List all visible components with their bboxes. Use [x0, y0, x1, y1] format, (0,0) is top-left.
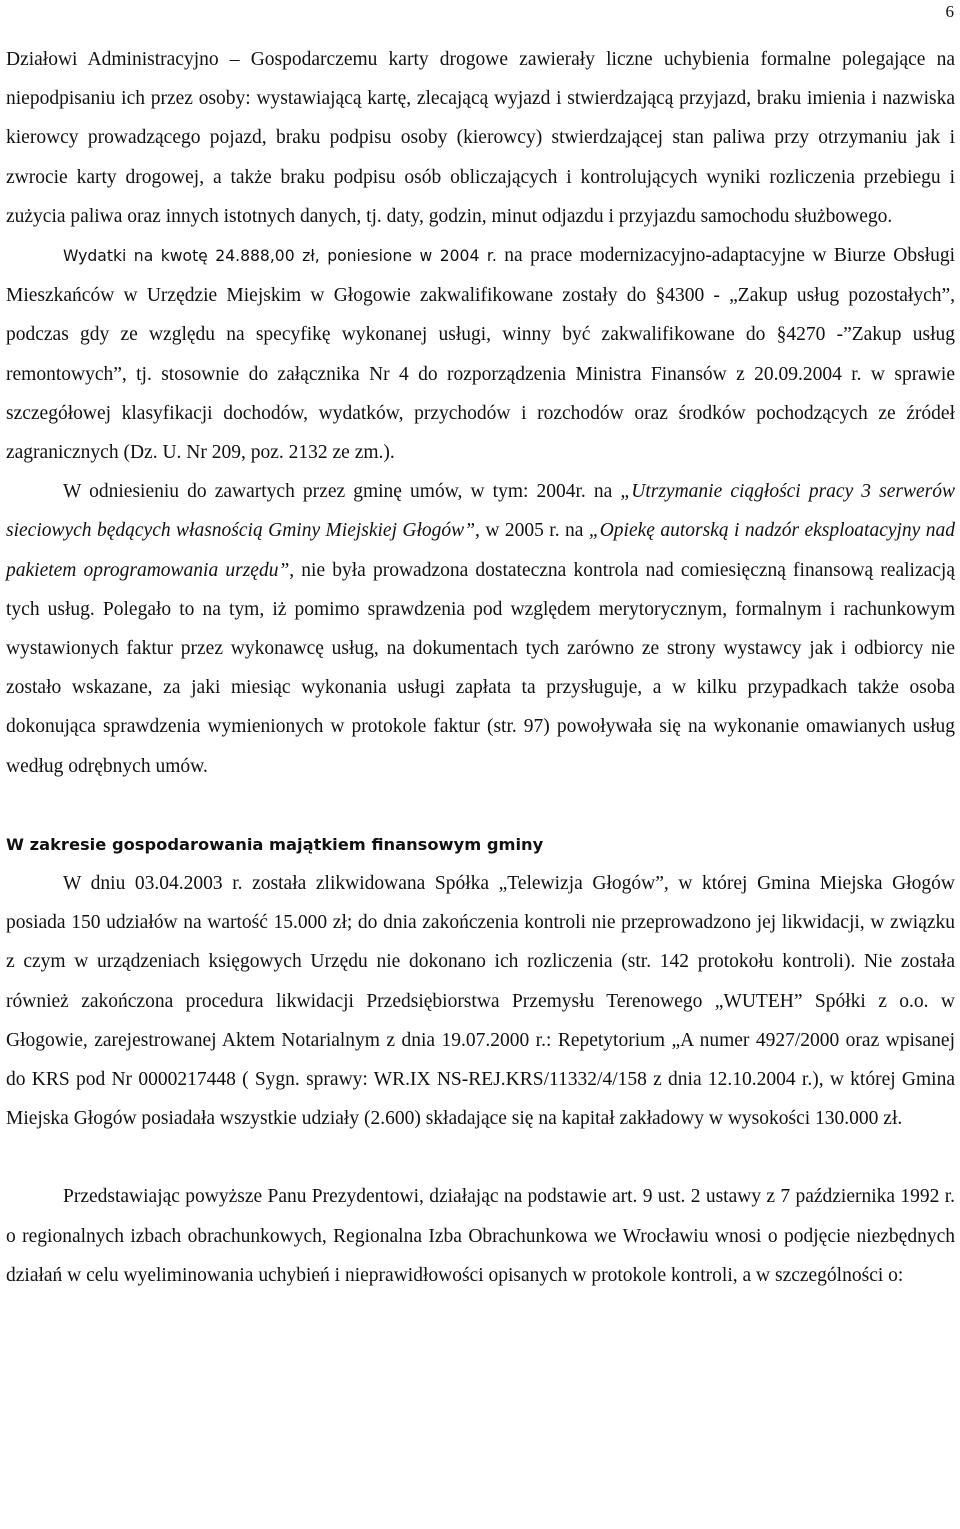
contracts-findings-text: , nie była prowadzona dostateczna kontrola nad comiesięczną finansową realizacją tych usług. Polegało to na tym, iż pomimo sprawdzenia pod względem merytorycznym, formalnym i rachunkowym wystawionych faktur przez wykonawcę usług, na dokumentach tych zarówno ze strony wystawcy jak i odbiorcy nie zostało wskazane, za jaki miesiąc wykonania usługi zapłata ta przysługuje, a w kilku przypadkach także osoba dokonująca sprawdzenia wymienionych w protokole faktur (str. 97) powoływała się na wykonanie omawianych usług według odrębnych umów. — [6, 559, 955, 777]
contract-title-software: „Opiekę autorską i nadzór eksploatacyjny nad pakietem oprogramowania urzędu” — [6, 520, 956, 581]
contracts-intro-text: W odniesieniu do zawartych przez gminę umów, w tym: 2004r. na — [63, 481, 621, 503]
expenses-classification-text: na prace modernizacyjno-adaptacyjne w Biurze Obsługi Mieszkańców w Urzędzie Miejskim w Głogowie zakwalifikowane zostały do §4300 - „Zakup usług pozostałych”, podczas gdy ze względu na specyfikę wykonanej usługi, winny być zakwalifikowane do §4270 -”Zakup usług remontowych”, tj. stosownie do załącznika Nr 4 do rozporządzenia Ministra Finansów z 20.09.2004 r. w sprawie szczegółowej klasyfikacji dochodów, wydatków, przychodów i rozchodów oraz środków pochodzących ze źródeł zagranicznych (Dz. U. Nr 209, poz. 2132 ze zm.). — [6, 245, 955, 464]
paragraph-liquidation: W dniu 03.04.2003 r. została zlikwidowana Spółka „Telewizja Głogów”, w której Gmina Miejska Głogów posiada 150 udziałów na wartość 15.000 zł; do dnia zakończenia kontroli nie przeprowadzono jej likwidacji, w związku z czym w urządzeniach księgowych Urzędu nie dokonano ich rozliczenia (str. 142 protokołu kontroli). Nie została również zakończona procedura likwidacji Przedsiębiorstwa Przemysłu Terenowego „WUTEH” Spółki z o.o. w Głogowie, zarejestrowanej Aktem Notarialnym z dnia 19.07.2000 r.: Repetytorium „A numer 4927/2000 oraz wpisanej do KRS pod Nr 0000217448 ( Sygn. sprawy: WR.IX NS-REJ.KRS/11332/4/158 z dnia 12.10.2004 r.), w której Gmina Miejska Głogów posiadała wszystkie udziały (2.600) składające się na kapitał zakładowy w wysokości 130.000 zł. — [6, 873, 955, 1130]
paragraph-conclusion: Przedstawiając powyższe Panu Prezydentowi, działając na podstawie art. 9 ust. 2 ustawy z 7 października 1992 r. o regionalnych izbach obrachunkowych, Regionalna Izba Obrachunkowa we Wrocławiu wnosi o podjęcie niezbędnych działań w celu wyeliminowania uchybień i nieprawidłowości opisanych w protokole kontroli, a w szczególności o: — [6, 1186, 955, 1286]
expenses-amount-text: Wydatki na kwotę 24.888,00 zł, poniesione w 2004 r. — [63, 247, 497, 266]
paragraph-contracts — [6, 472, 955, 786]
paragraph-expenses — [6, 236, 955, 472]
contracts-mid-text: , w 2005 r. na — [475, 520, 589, 542]
paragraph-fuel-cards: Działowi Administracyjno – Gospodarczemu karty drogowe zawierały liczne uchybienia formalne polegające na niepodpisaniu ich przez osoby: wystawiającą kartę, zlecającą wyjazd i stwierdzającą przyjazd, braku imienia i nazwiska kierowcy prowadzącego pojazd, braku podpisu osoby (kierowcy) stwierdzającej stan paliwa przy otrzymaniu jak i zwrocie karty drogowej, a także braku podpisu osób obliczających i kontrolujących wyniki rozliczenia przebiegu i zużycia paliwa oraz innych istotnych danych, tj. daty, godzin, minut odjazdu i przyjazdu samochodu służbowego. — [6, 49, 955, 227]
page-number: 6 — [945, 2, 954, 21]
contract-title-servers: „Utrzymanie ciągłości pracy 3 serwerów sieciowych będących własnością Gminy Miejskiej Głogów” — [6, 481, 955, 542]
document-body — [6, 40, 955, 1295]
section-heading: W zakresie gospodarowania majątkiem finansowym gminy — [6, 834, 544, 854]
section-spacer — [6, 1138, 955, 1177]
section-spacer — [6, 786, 955, 825]
